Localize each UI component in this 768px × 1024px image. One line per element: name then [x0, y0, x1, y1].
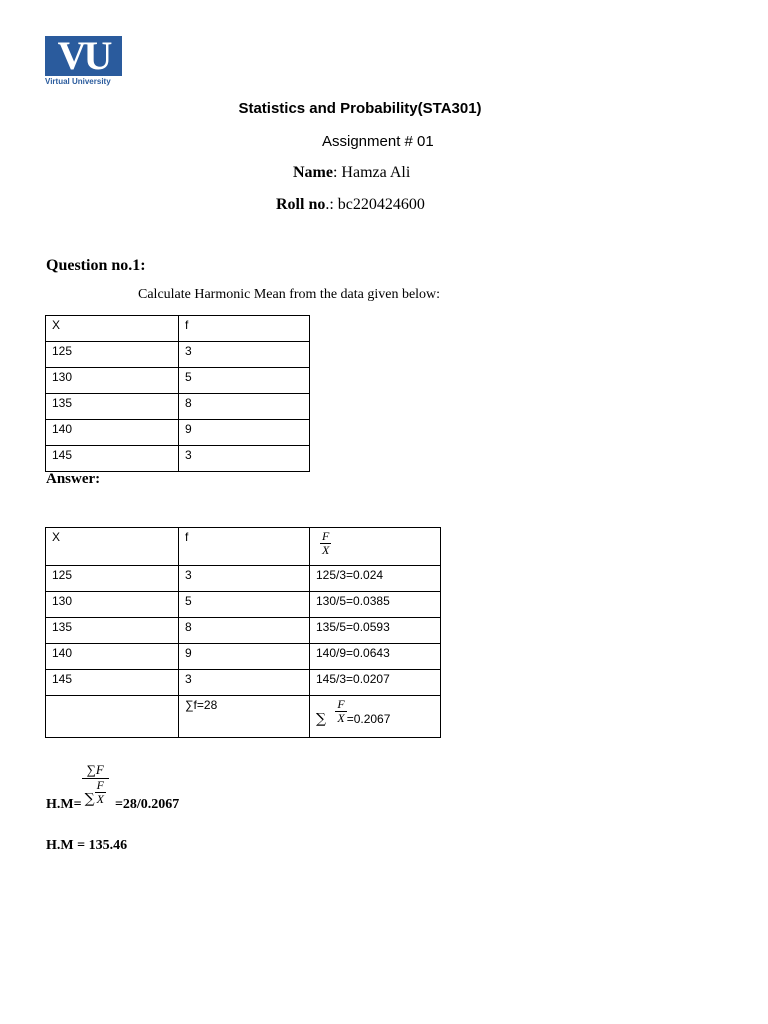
name-value: : Hamza Ali: [332, 164, 411, 181]
cell-ratio: 145/3=0.0207: [310, 670, 441, 696]
cell-x: 140: [46, 420, 179, 446]
roll-value: .: bc220424600: [325, 196, 425, 213]
answer-heading: Answer:: [46, 471, 101, 487]
fraction-f-over-x: [335, 698, 346, 725]
hm-numerator: ∑F: [86, 762, 104, 777]
fraction-denominator: X: [322, 543, 330, 557]
name-label: Name: [293, 164, 333, 181]
hm-fraction: [82, 762, 109, 808]
table-header-row: [46, 316, 310, 342]
cell-f: 8: [179, 618, 310, 644]
cell-x: 130: [46, 592, 179, 618]
cell-empty: [46, 696, 179, 738]
table-row: [46, 420, 310, 446]
cell-ratio: 125/3=0.024: [310, 566, 441, 592]
fraction-numerator: F: [337, 697, 345, 711]
table-row: [46, 644, 441, 670]
totals-row: [46, 696, 441, 738]
cell-x: 145: [46, 446, 179, 472]
hm-evaluation: =28/0.2067: [114, 797, 180, 813]
table-row: [46, 618, 441, 644]
cell-f: 9: [179, 420, 310, 446]
table-row: [46, 670, 441, 696]
fraction-f-over-x: [95, 779, 106, 806]
cell-f: 3: [179, 446, 310, 472]
table-header-row: [46, 528, 441, 566]
sigma-symbol: ∑: [84, 791, 95, 807]
cell-f: 9: [179, 644, 310, 670]
table-row: [46, 394, 310, 420]
cell-sum-f: ∑f=28: [179, 696, 310, 738]
cell-f: 3: [179, 342, 310, 368]
cell-x: 125: [46, 566, 179, 592]
table-row: [46, 342, 310, 368]
fraction-numerator: F: [322, 529, 330, 543]
fraction-f-over-x: [320, 530, 331, 557]
fraction-denominator: X: [337, 711, 345, 725]
question-data-table: [45, 315, 310, 472]
fraction-numerator: F: [96, 778, 104, 792]
roll-label: Roll no: [276, 196, 326, 213]
table-row: [46, 368, 310, 394]
course-title: Statistics and Probability(STA301): [238, 100, 482, 117]
cell-f: 3: [179, 566, 310, 592]
question-heading: Question no.1:: [46, 257, 146, 274]
table-row: [46, 592, 441, 618]
logo-caption: Virtual University: [45, 77, 111, 86]
vu-logo: [45, 33, 125, 88]
cell-f: 5: [179, 592, 310, 618]
cell-f: 5: [179, 368, 310, 394]
harmonic-mean-result: H.M = 135.46: [46, 838, 128, 853]
cell-ratio: 135/5=0.0593: [310, 618, 441, 644]
header-cell-f: f: [179, 316, 310, 342]
question-prompt: Calculate Harmonic Mean from the data given below:: [138, 287, 441, 302]
sum-ratio-value: =0.2067: [346, 712, 391, 726]
table-row: [46, 566, 441, 592]
cell-x: 135: [46, 618, 179, 644]
sigma-symbol: ∑: [316, 711, 326, 727]
logo-letters: VU: [57, 33, 110, 78]
table-row: [46, 446, 310, 472]
roll-number-line: [276, 196, 425, 214]
answer-table: [45, 527, 441, 738]
assignment-number: Assignment # 01: [322, 133, 434, 150]
hm-label: H.M=: [46, 797, 82, 813]
cell-x: 140: [46, 644, 179, 670]
cell-x: 145: [46, 670, 179, 696]
cell-x: 125: [46, 342, 179, 368]
header-cell-x: X: [46, 528, 179, 566]
cell-ratio: 130/5=0.0385: [310, 592, 441, 618]
logo-mark: [45, 33, 122, 78]
hm-denominator: [82, 779, 109, 808]
cell-f: 3: [179, 670, 310, 696]
cell-x: 130: [46, 368, 179, 394]
student-name-line: [293, 164, 410, 182]
cell-f: 8: [179, 394, 310, 420]
header-cell-f: f: [179, 528, 310, 566]
header-cell-f-over-x: [310, 528, 441, 566]
header-cell-x: X: [46, 316, 179, 342]
cell-x: 135: [46, 394, 179, 420]
harmonic-mean-formula: [46, 762, 179, 813]
cell-ratio: 140/9=0.0643: [310, 644, 441, 670]
fraction-denominator: X: [96, 792, 104, 806]
cell-sum-ratio: [310, 696, 441, 738]
